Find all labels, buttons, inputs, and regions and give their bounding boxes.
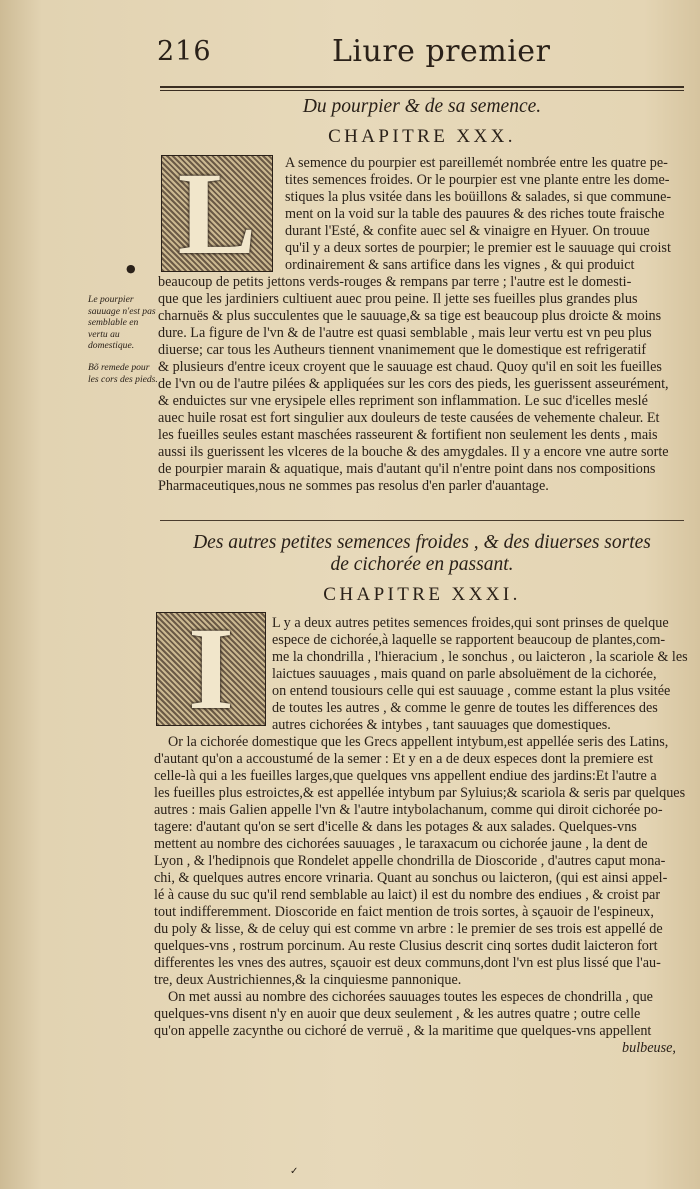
text-line: celle-là qui a les fueilles larges,que quelques vns appellent endiue des jardins:Et l'autre a — [154, 768, 657, 784]
text-line: espece de cichorée,à laquelle se rapportent beaucoup de plantes,com- — [272, 632, 666, 648]
text-line: que que les jardiniers cultiuent auec prou peine. Il jette ses fueilles plus grandes plus — [158, 291, 638, 307]
text-line: Or la cichorée domestique que les Grecs appellent intybum,est appellée seris des Latins, — [168, 734, 669, 750]
text-line: qu'on appelle zacynthe ou cichoré de verruë , & la maritime que quelques-vns appellent — [154, 1023, 652, 1039]
text-line: Lyon , & l'hedipnois que Rondelet appelle chondrilla de Dioscoride , d'autres caput mona- — [154, 853, 666, 869]
margin-bullet: ● — [126, 262, 136, 275]
text-line: de pourpier marain & aquatique, mais d'autant qu'il n'entre point dans nos compositions — [158, 461, 656, 477]
header-rule — [160, 86, 684, 88]
text-line: dure. La figure de l'vn & de l'autre est quasi semblable , mais leur vertu est vn peu plus — [158, 325, 652, 341]
initial-letter: I — [188, 603, 234, 734]
text-line: durant l'Esté, & confite auec sel & vinaigre en Hyuer. On trouue — [285, 223, 650, 239]
text-line: autres cichorées & intybes , tant sauuages que domestiques. — [272, 717, 611, 733]
printer-mark: ✓ — [290, 1166, 299, 1177]
section2-title-line2: de cichorée en passant. — [330, 554, 514, 575]
margin-note-pourpier: Le pourpier sauuage n'est pas semblable en vertu au domestique. — [88, 294, 156, 351]
text-line: Pharmaceutiques,nous ne sommes pas resolus d'en parler d'auantage. — [158, 478, 549, 494]
page-header — [0, 30, 700, 74]
text-line: laictues sauuages , mais quand on parle absoluëment de la cichorée, — [272, 666, 657, 682]
text-line: differentes les vnes des autres, sçauoir est deux communs,dont l'vn est plus lissé que l'au- — [154, 955, 661, 971]
text-line: A semence du pourpier est pareillemét nombrée entre les quatre pe- — [285, 155, 668, 171]
text-line: autres : mais Galien appelle l'vn & l'autre intybolachanum, comme qui diroit cichorée po- — [154, 802, 663, 818]
section2-title-line1: Des autres petites semences froides , & des diuerses sortes — [193, 532, 651, 553]
text-line: tagere: d'autant qu'on se sert d'icelle & dans les potages & aux salades. Quelques-vns — [154, 819, 637, 835]
text-line: lé à cause du suc qu'il rend semblable au laict) il est du nombre des endiues , & croist par — [154, 887, 661, 903]
text-line: tout indifferemment. Dioscoride en faict mention de trois sortes, à sçauoir de l'espineux, — [154, 904, 654, 920]
decorated-initial-i — [156, 603, 266, 734]
text-line: beaucoup de petits jettons verds-rouges & rempans par terre ; l'autre est le domesti- — [158, 274, 632, 290]
running-title: Liure premier — [332, 34, 551, 69]
text-line: On met aussi au nombre des cichorées sauuages toutes les especes de chondrilla , que — [168, 989, 653, 1005]
text-line: qu'il y a deux sortes de pourpier; le premier est le sauuage qui croist — [285, 240, 671, 256]
text-line: de l'vn ou de l'autre pilées & appliquées sur les cors des pieds, les guerissent asseurément, — [158, 376, 669, 392]
text-line: & plusieurs d'entre iceux croyent que le sauuage est chaud. Quoy qu'il en soit les fueilles — [158, 359, 662, 375]
text-line: les fueilles seules estant maschées rasseurent & fortifient non seulement les dents , mais — [158, 427, 658, 443]
section1-title: Du pourpier & de sa semence. — [302, 96, 542, 117]
section2-chapter: CHAPITRE XXXI. — [323, 584, 521, 605]
section1-chapter: CHAPITRE XXX. — [328, 126, 516, 147]
text-line: stiques la plus vsitée dans les boüillons & salades, si que commune- — [285, 189, 672, 205]
text-line: & enduictes sur vne erysipele elles repriment son inflammation. Le suc d'icelles meslé — [158, 393, 648, 409]
text-line: auec huile rosat est fort singulier aux douleurs de teste causées de vehemente chaleur. Et — [158, 410, 660, 426]
catchword: bulbeuse, — [622, 1040, 676, 1056]
text-line: on entend tousiours celle qui est sauuage , comme estant la plus vsitée — [272, 683, 671, 699]
header-rule-thin — [160, 90, 684, 91]
margin-note-cors: Bõ remede pour les cors des pieds. — [88, 362, 158, 385]
text-line: aussi ils guerissent les vlceres de la bouche & des amygdales. Il y a encore vne autre sorte — [158, 444, 669, 460]
text-line: d'autant qu'on a accoustumé de la semer : Et y en a de deux especes dont la premiere est — [154, 751, 654, 767]
text-line: L y a deux autres petites semences froides,qui sont prinses de quelque — [272, 615, 669, 631]
initial-letter: L — [177, 147, 257, 279]
page-number: 216 — [157, 36, 212, 67]
text-line: ment on la void sur la table des pauures & des riches toute fraische — [285, 206, 665, 222]
text-line: mettent au nombre des cichorées sauuages , le taraxacum ou cichorée jaune , la dent de — [154, 836, 648, 852]
section-divider — [160, 520, 684, 521]
text-line: tites semences froides. Or le pourpier est vne plante entre les dome- — [285, 172, 670, 188]
text-line: tre, deux Austrichiennes,& la cinquiesme pannonique. — [154, 972, 462, 988]
text-line: quelques-vns disent n'y en auoir que deux seulement , & les autres quatre ; outre celle — [154, 1006, 641, 1022]
text-line: me la chondrilla , l'hieracium , le sonchus , ou laicteron , la scariole & les — [272, 649, 688, 665]
text-line: chi, & quelques autres encore vrinaria. Quant au sonchus ou laicteron, (qui est ainsi appel- — [154, 870, 668, 886]
text-line: de toutes les autres , & comme le genre de toutes les differences des — [272, 700, 658, 716]
text-line: du poly & lisse, & de celuy qui est comme vn arbre : le premier de ses trois est appellé de — [154, 921, 663, 937]
text-line: les fueilles plus estroictes,& est appellée intybum par Syluius;& scariola & seris par quelques — [154, 785, 686, 801]
decorated-initial-l — [161, 147, 273, 279]
text-line: quelques-vns , rostrum porcinum. Au reste Clusius descrit cinq sortes dudit laicteron fort — [154, 938, 658, 954]
text-line: diuerse; car tous les Autheurs tiennent vnanimement que le domestique est refrigeratif — [158, 342, 647, 358]
text-line: charnuës & plus succulentes que le sauuage,& sa tige est beaucoup plus droicte & moins — [158, 308, 662, 324]
text-line: ordinairement & sans artifice dans les vignes , & qui produict — [285, 257, 635, 273]
